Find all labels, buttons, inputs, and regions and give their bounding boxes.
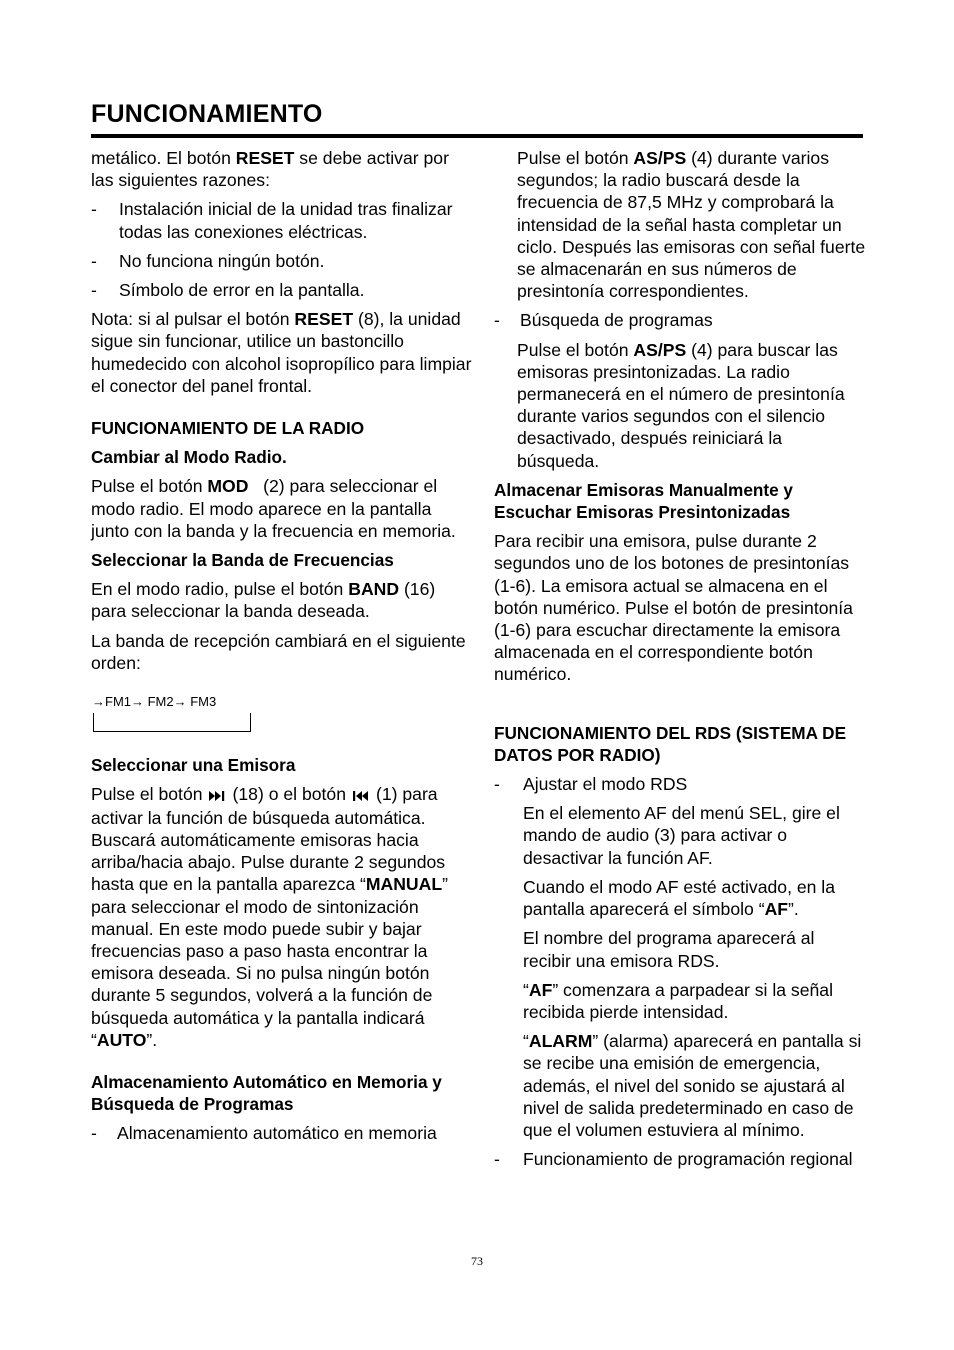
note-paragraph: Nota: si al pulsar el botón RESET (8), la unidad sigue sin funcionar, utilice un bastoncillo humedecido con alcohol isopropílico para limpiar el conector del panel frontal. [91,309,472,396]
subheading-band: Seleccionar la Banda de Frecuencias [91,550,394,571]
title-rule [91,134,863,138]
search-paragraph: Pulse el botón AS/PS (4) para buscar las emisoras presintonizadas. La radio permanecerá en el número de presintonía durante varios segundos con el silencio desactivado, después reiniciará la búsqueda. [517,339,845,471]
rds-paragraph: El nombre del programa aparecerá al recibir una emisora RDS. [523,928,815,971]
list-item: - Almacenamiento automático en memoria [91,1123,437,1144]
radio-mode-paragraph: Pulse el botón MOD (2) para seleccionar el modo radio. El modo aparece en la pantalla junto con la banda y la frecuencia en memoria. [91,476,456,541]
skip-previous-icon [350,785,372,807]
band-sequence-text: →FM1→ FM2→ FM3 [92,694,217,710]
rds-paragraph: “AF” comenzara a parpadear si la señal recibida pierde intensidad. [523,979,833,1022]
band-paragraph: En el modo radio, pulse el botón BAND (16) para seleccionar la banda deseada. [91,579,436,622]
manual-store-paragraph: Para recibir una emisora, pulse durante 2 segundos uno de los botones de presintonías (1-6). La emisora actual se almacena en el botón numérico. Pulse el botón de presintonía (1-6) para escuchar directamente la emisora almacenada en el correspondiente botón numérico. [494,531,853,685]
station-paragraph: Pulse el botón (18) o el botón (1) para activar la función de búsqueda automática. Buscará automáticamente emisoras hacia arriba/hacia abajo. Pulse durante 2 segundos hasta que en la pantalla aparezca “MANUAL” para seleccionar el modo de sintonización manual. En este modo puede subir y bajar frecuencias paso a paso hasta encontrar la emisora deseada. Si no pulsa ningún botón durante 5 segundos, volverá a la función de búsqueda automática y la pantalla indicará “AUTO”. [91,784,448,1050]
asps-paragraph: Pulse el botón AS/PS (4) durante varios segundos; la radio buscará desde la frecuencia de 87,5 MHz y comprobará la intensidad de la señal hasta completar un ciclo. Después las emisoras con señal fuerte se almacenarán en sus números de presintonía correspondientes. [517,148,866,302]
list-item: - Instalación inicial de la unidad tras finalizar todas las conexiones eléctricas. [91,199,453,242]
subheading-auto-memory: Almacenamiento Automático en Memoria y Búsqueda de Programas [91,1071,442,1115]
section-heading-radio: FUNCIONAMIENTO DE LA RADIO [91,418,365,439]
subheading-station: Seleccionar una Emisora [91,755,296,776]
left-column [91,147,473,1145]
intro-paragraph: metálico. El botón RESET se debe activar por las siguientes razones: [91,148,449,191]
list-item: - No funciona ningún botón. [91,250,325,271]
list-item: - Búsqueda de programas [494,310,713,331]
right-column [494,147,866,1170]
subheading-radio-mode: Cambiar al Modo Radio. [91,447,287,468]
section-heading-rds: FUNCIONAMIENTO DEL RDS (SISTEMA DE DATOS POR RADIO) [494,722,847,765]
band-sequence-diagram [91,692,473,754]
skip-next-icon [207,785,229,807]
rds-paragraph: Cuando el modo AF esté activado, en la pantalla aparecerá el símbolo “AF”. [523,876,835,920]
rds-paragraph: En el elemento AF del menú SEL, gire el mando de audio (3) para activar o desactivar la función AF. [523,803,840,868]
subheading-manual-store: Almacenar Emisoras Manualmente y Escuchar Emisoras Presintonizadas [494,479,793,523]
list-item: - Funcionamiento de programación regional [494,1149,853,1170]
rds-paragraph: “ALARM” (alarma) aparecerá en pantalla si se recibe una emisión de emergencia, además, el nivel del sonido se ajustará al nivel de salida predeterminado en caso de que el volumen estuviera al mínimo. [523,1031,862,1140]
page-title: FUNCIONAMIENTO [91,100,323,128]
list-item: - Símbolo de error en la pantalla. [91,280,365,301]
band-loop-line [93,713,251,732]
list-item: - Ajustar el modo RDS [494,774,688,795]
band-order-paragraph: La banda de recepción cambiará en el siguiente orden: [91,630,466,673]
page-number: 73 [471,1254,483,1268]
